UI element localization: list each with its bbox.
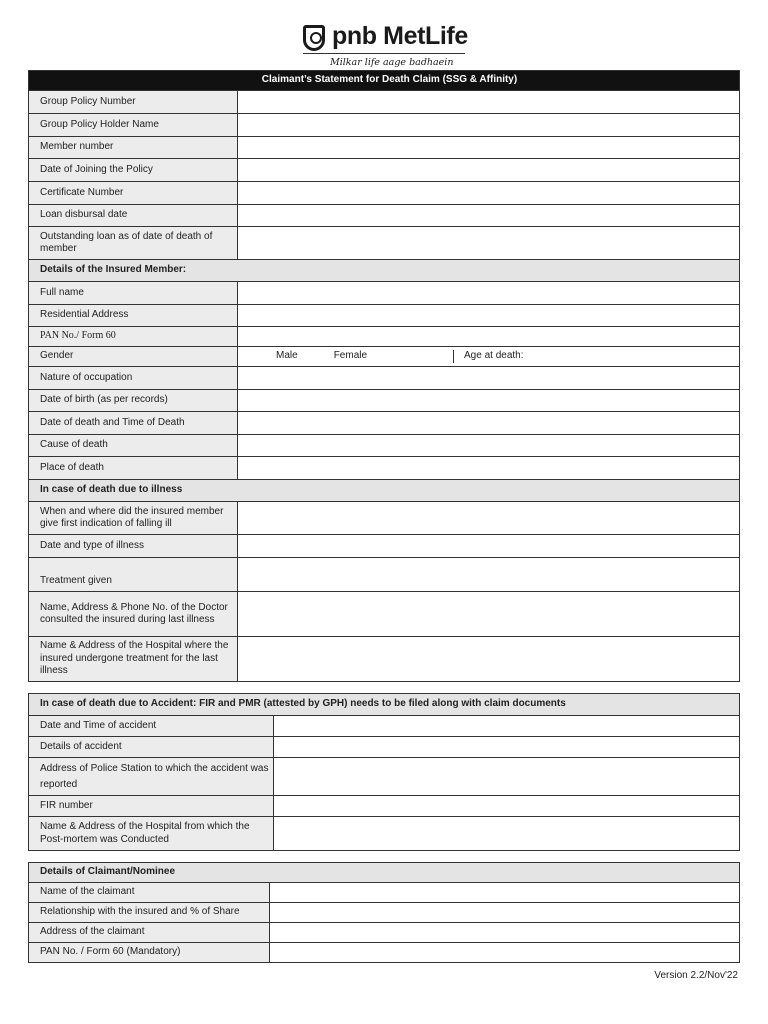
label-nature-of-occupation: Nature of occupation bbox=[29, 367, 238, 390]
field-treatment-given[interactable] bbox=[238, 558, 740, 592]
field-date-of-death[interactable] bbox=[238, 412, 740, 435]
label-loan-disbursal-date: Loan disbursal date bbox=[29, 205, 238, 227]
field-outstanding-loan[interactable] bbox=[238, 227, 740, 260]
label-member-number: Member number bbox=[29, 137, 238, 159]
gender-option-female[interactable]: Female bbox=[333, 350, 368, 362]
form-title: Claimant’s Statement for Death Claim (SSG & Affinity) bbox=[29, 71, 740, 91]
label-certificate-number: Certificate Number bbox=[29, 182, 238, 205]
age-at-death-field[interactable]: Age at death: bbox=[453, 350, 739, 363]
field-date-of-birth[interactable] bbox=[238, 390, 740, 412]
metlife-shield-icon bbox=[303, 25, 325, 51]
gender-age-row bbox=[238, 347, 740, 367]
field-certificate-number[interactable] bbox=[238, 182, 740, 205]
field-member-number[interactable] bbox=[238, 137, 740, 159]
section-claimant-nominee: Details of Claimant/Nominee bbox=[29, 863, 740, 883]
section-death-due-to-illness: In case of death due to illness bbox=[29, 480, 740, 502]
field-fir-number[interactable] bbox=[274, 796, 740, 817]
field-nature-of-occupation[interactable] bbox=[238, 367, 740, 390]
section-death-due-to-accident: In case of death due to Accident: FIR and PMR (attested by GPH) needs to be filed along with claim documents bbox=[29, 694, 740, 716]
field-residential-address[interactable] bbox=[238, 305, 740, 327]
label-date-of-death: Date of death and Time of Death bbox=[29, 412, 238, 435]
field-pan-form60[interactable] bbox=[238, 327, 740, 347]
field-place-of-death[interactable] bbox=[238, 457, 740, 480]
field-claimant-name[interactable] bbox=[270, 883, 740, 903]
label-fir-number: FIR number bbox=[29, 796, 274, 817]
field-date-type-illness[interactable] bbox=[238, 535, 740, 558]
accident-table bbox=[28, 693, 740, 851]
label-claimant-pan: PAN No. / Form 60 (Mandatory) bbox=[29, 943, 270, 963]
label-pan-form60: PAN No./ Form 60 bbox=[29, 327, 238, 347]
field-postmortem-hospital[interactable] bbox=[274, 817, 740, 851]
label-residential-address: Residential Address bbox=[29, 305, 238, 327]
field-hospital-treatment[interactable] bbox=[238, 637, 740, 682]
section-insured-member: Details of the Insured Member: bbox=[29, 260, 740, 282]
label-group-policy-number: Group Policy Number bbox=[29, 91, 238, 114]
field-details-of-accident[interactable] bbox=[274, 737, 740, 758]
logo-divider bbox=[303, 53, 465, 54]
field-cause-of-death[interactable] bbox=[238, 435, 740, 457]
pnb-metlife-logo bbox=[300, 22, 470, 70]
field-date-of-joining[interactable] bbox=[238, 159, 740, 182]
logo-text: pnb MetLife bbox=[332, 22, 468, 50]
gender-option-male[interactable]: Male bbox=[276, 350, 298, 362]
label-outstanding-loan: Outstanding loan as of date of death of member bbox=[29, 227, 238, 260]
field-loan-disbursal-date[interactable] bbox=[238, 205, 740, 227]
label-gender: Gender bbox=[29, 347, 238, 367]
field-claimant-pan[interactable] bbox=[270, 943, 740, 963]
field-date-time-accident[interactable] bbox=[274, 716, 740, 737]
logo-tagline: Milkar life aage badhaein bbox=[330, 57, 454, 68]
label-relationship-share: Relationship with the insured and % of Share bbox=[29, 903, 270, 923]
label-full-name: Full name bbox=[29, 282, 238, 305]
label-claimant-address: Address of the claimant bbox=[29, 923, 270, 943]
field-group-policy-holder-name[interactable] bbox=[238, 114, 740, 137]
label-place-of-death: Place of death bbox=[29, 457, 238, 480]
claim-form-table bbox=[28, 70, 740, 682]
label-postmortem-hospital: Name & Address of the Hospital from which the Post-mortem was Conducted bbox=[29, 817, 274, 851]
label-police-station-address: Address of Police Station to which the accident was reported bbox=[29, 758, 274, 796]
label-date-of-joining: Date of Joining the Policy bbox=[29, 159, 238, 182]
label-date-time-accident: Date and Time of accident bbox=[29, 716, 274, 737]
label-claimant-name: Name of the claimant bbox=[29, 883, 270, 903]
label-date-type-illness: Date and type of illness bbox=[29, 535, 238, 558]
field-group-policy-number[interactable] bbox=[238, 91, 740, 114]
field-relationship-share[interactable] bbox=[270, 903, 740, 923]
label-first-indication: When and where did the insured member give first indication of falling ill bbox=[29, 502, 238, 535]
label-hospital-treatment: Name & Address of the Hospital where the insured undergone treatment for the last illness bbox=[29, 637, 238, 682]
label-date-of-birth: Date of birth (as per records) bbox=[29, 390, 238, 412]
field-doctor-consulted[interactable] bbox=[238, 592, 740, 637]
field-claimant-address[interactable] bbox=[270, 923, 740, 943]
field-police-station-address[interactable] bbox=[274, 758, 740, 796]
label-group-policy-holder-name: Group Policy Holder Name bbox=[29, 114, 238, 137]
field-first-indication[interactable] bbox=[238, 502, 740, 535]
field-full-name[interactable] bbox=[238, 282, 740, 305]
label-treatment-given: Treatment given bbox=[29, 558, 238, 592]
claimant-table bbox=[28, 862, 740, 963]
version-label: Version 2.2/Nov'22 bbox=[654, 970, 738, 981]
label-cause-of-death: Cause of death bbox=[29, 435, 238, 457]
label-details-of-accident: Details of accident bbox=[29, 737, 274, 758]
label-doctor-consulted: Name, Address & Phone No. of the Doctor consulted the insured during last illness bbox=[29, 592, 238, 637]
